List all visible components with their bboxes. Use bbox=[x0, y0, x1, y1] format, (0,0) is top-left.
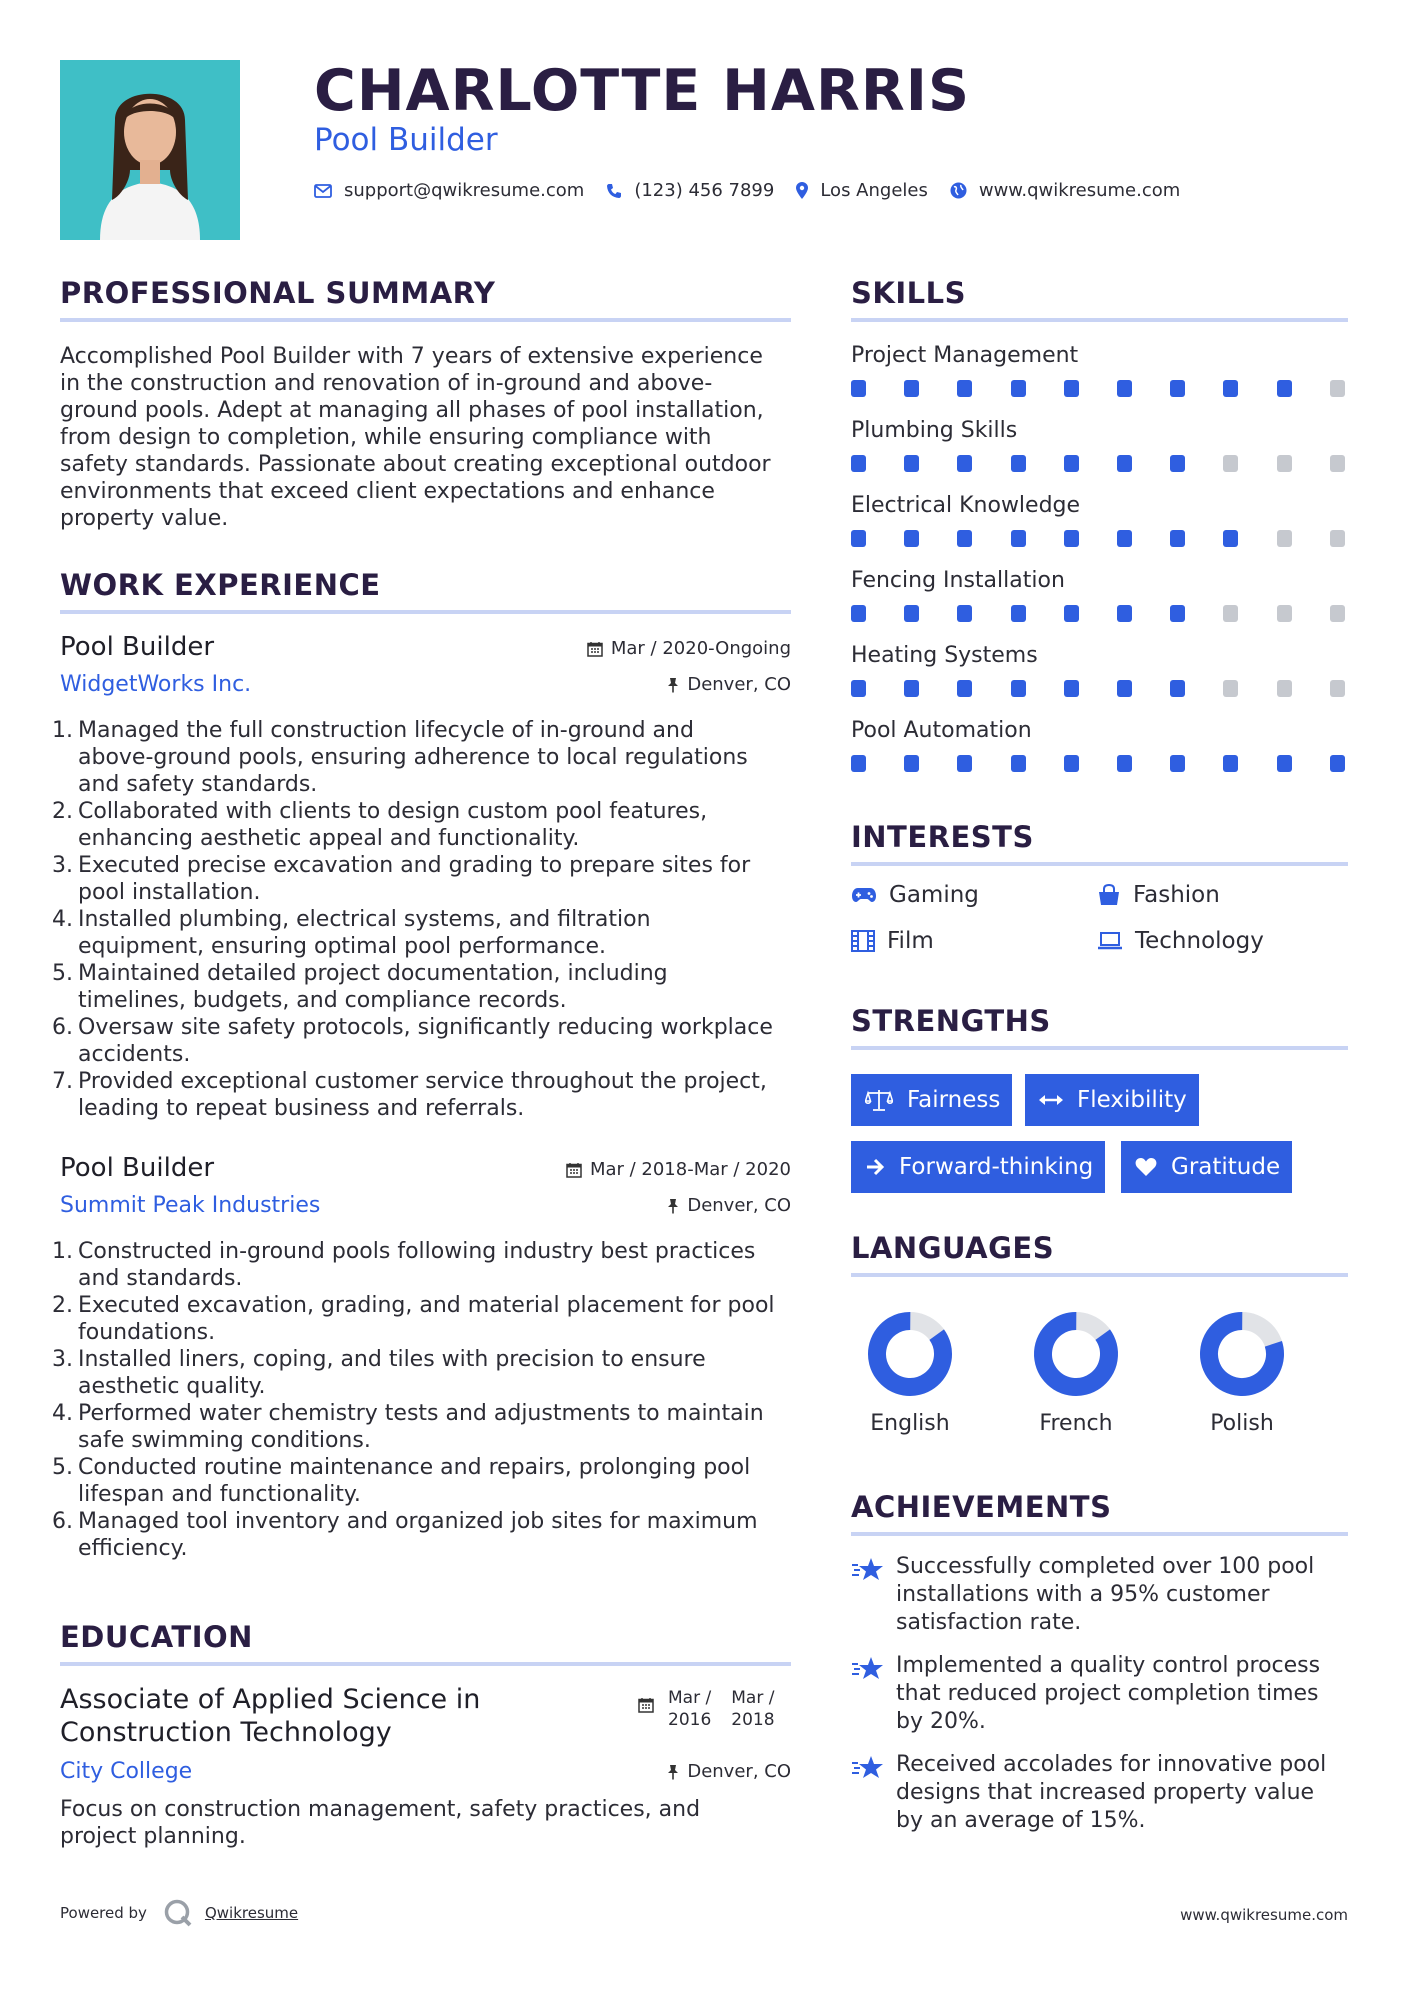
powered-by-label: Powered by bbox=[60, 1904, 147, 1922]
achievement-line: designs that increased property value bbox=[896, 1780, 1315, 1805]
duty-item bbox=[52, 1238, 791, 1292]
skill-dot-filled bbox=[1011, 605, 1026, 622]
duty-item bbox=[52, 1454, 791, 1508]
calendar-icon bbox=[566, 1162, 582, 1178]
duty-item bbox=[52, 1068, 791, 1122]
contact-phone[interactable]: (123) 456 7899 bbox=[634, 180, 775, 201]
donut-fill bbox=[1031, 1309, 1121, 1399]
job-location-text: Denver, CO bbox=[687, 1195, 791, 1216]
strength-badge bbox=[1121, 1141, 1292, 1193]
skill-dot-filled bbox=[1170, 530, 1185, 547]
calendar-icon bbox=[638, 1697, 654, 1713]
pushpin-icon bbox=[667, 1198, 679, 1214]
duty-number: 5. bbox=[52, 961, 73, 986]
achievement-line: that reduced project completion times bbox=[896, 1681, 1319, 1706]
person-portrait-icon bbox=[60, 60, 240, 240]
donut-fill bbox=[865, 1309, 955, 1399]
skill-dot-empty bbox=[1223, 605, 1238, 622]
achievement-line: by an average of 15%. bbox=[896, 1808, 1146, 1833]
summary-rule bbox=[60, 318, 791, 322]
education-heading: EDUCATION bbox=[60, 1620, 253, 1654]
job-entry bbox=[52, 1153, 791, 1562]
strength-badge bbox=[1025, 1074, 1199, 1126]
skill-dot-empty bbox=[1330, 455, 1345, 472]
strength-label: Forward-thinking bbox=[899, 1154, 1094, 1180]
summary-line: from design to completion, while ensuring compliance with bbox=[60, 425, 712, 450]
skill-dot-filled bbox=[1170, 455, 1185, 472]
skill-dot-filled bbox=[904, 605, 919, 622]
summary-line: in the construction and renovation of in-ground and above- bbox=[60, 371, 713, 396]
job-date bbox=[566, 1159, 791, 1180]
achievement-item bbox=[851, 1751, 1351, 1835]
start-month: Mar / bbox=[668, 1688, 712, 1708]
interest-item bbox=[1097, 882, 1220, 908]
skill-dot-filled bbox=[1117, 605, 1132, 622]
film-icon bbox=[851, 930, 875, 952]
duty-line: Executed precise excavation and grading to prepare sites for bbox=[78, 853, 751, 878]
duty-number: 1. bbox=[52, 718, 73, 743]
skill-dot-filled bbox=[957, 380, 972, 397]
duty-line: Installed liners, coping, and tiles with precision to ensure bbox=[78, 1347, 706, 1372]
duty-line: Executed excavation, grading, and material placement for pool bbox=[78, 1293, 775, 1318]
skill-dot-filled bbox=[851, 455, 866, 472]
balance-scale-icon bbox=[865, 1088, 893, 1112]
job-entry bbox=[52, 632, 791, 1122]
skill-dot-filled bbox=[1223, 380, 1238, 397]
heart-icon bbox=[1135, 1157, 1157, 1177]
languages-rule bbox=[851, 1273, 1348, 1277]
skill-item bbox=[851, 718, 1348, 773]
skill-dot-filled bbox=[904, 380, 919, 397]
duty-item bbox=[52, 1400, 791, 1454]
skill-dot-filled bbox=[1223, 755, 1238, 772]
summary-line: safety standards. Passionate about creating exceptional outdoor bbox=[60, 452, 771, 477]
skill-item bbox=[851, 568, 1348, 623]
footer-website[interactable]: www.qwikresume.com bbox=[1180, 1906, 1348, 1924]
shopping-bag-icon bbox=[1097, 884, 1121, 906]
skill-dot-filled bbox=[1064, 530, 1079, 547]
language-name: Polish bbox=[1210, 1411, 1274, 1436]
skill-dot-filled bbox=[1170, 605, 1185, 622]
strengths-rule bbox=[851, 1046, 1348, 1050]
map-pin-icon bbox=[796, 182, 808, 199]
skill-dot-filled bbox=[904, 455, 919, 472]
languages-heading: LANGUAGES bbox=[851, 1231, 1055, 1265]
skill-dot-filled bbox=[1064, 380, 1079, 397]
duty-item bbox=[52, 1014, 791, 1068]
duty-number: 4. bbox=[52, 907, 73, 932]
skill-rating bbox=[851, 455, 1348, 473]
language-item bbox=[855, 1309, 965, 1436]
interest-item bbox=[1097, 928, 1264, 954]
language-donut bbox=[865, 1309, 955, 1399]
education-location-text: Denver, CO bbox=[687, 1761, 791, 1782]
job-location bbox=[667, 674, 791, 695]
duty-item bbox=[52, 906, 791, 960]
degree-line: Associate of Applied Science in bbox=[60, 1684, 481, 1715]
skill-dot-empty bbox=[1223, 455, 1238, 472]
strength-badge bbox=[851, 1141, 1105, 1193]
skill-dot-filled bbox=[1117, 755, 1132, 772]
skill-dot-filled bbox=[1170, 380, 1185, 397]
duty-line: safe swimming conditions. bbox=[78, 1428, 371, 1453]
achievement-line: by 20%. bbox=[896, 1709, 986, 1734]
achievements-heading: ACHIEVEMENTS bbox=[851, 1490, 1112, 1524]
achievement-line: installations with a 95% customer bbox=[896, 1582, 1270, 1607]
skill-name: Fencing Installation bbox=[851, 568, 1065, 593]
skill-dot-empty bbox=[1277, 455, 1292, 472]
skill-dot-filled bbox=[1117, 530, 1132, 547]
envelope-icon bbox=[314, 184, 332, 198]
summary-line: property value. bbox=[60, 506, 229, 531]
interest-item bbox=[851, 882, 979, 908]
skill-name: Plumbing Skills bbox=[851, 418, 1018, 443]
skill-dot-filled bbox=[1223, 530, 1238, 547]
duty-line: above-ground pools, ensuring adherence to local regulations bbox=[78, 745, 748, 770]
job-duties bbox=[52, 717, 791, 1122]
duty-number: 3. bbox=[52, 1347, 73, 1372]
language-donut bbox=[1031, 1309, 1121, 1399]
duty-line: Managed the full construction lifecycle of in-ground and bbox=[78, 718, 694, 743]
skill-dot-filled bbox=[1011, 530, 1026, 547]
skill-dot-filled bbox=[957, 755, 972, 772]
phone-icon bbox=[606, 183, 622, 199]
duty-item bbox=[52, 717, 791, 798]
language-name: English bbox=[870, 1411, 950, 1436]
skill-dot-filled bbox=[957, 530, 972, 547]
skill-dot-empty bbox=[1277, 530, 1292, 547]
duty-line: Maintained detailed project documentation, including bbox=[78, 961, 668, 986]
education-desc-line: project planning. bbox=[60, 1824, 246, 1849]
experience-heading: WORK EXPERIENCE bbox=[60, 568, 381, 602]
skill-dot-filled bbox=[851, 380, 866, 397]
skill-dot-filled bbox=[851, 755, 866, 772]
skill-name: Project Management bbox=[851, 343, 1079, 368]
duty-line: accidents. bbox=[78, 1042, 191, 1067]
job-title: Pool Builder bbox=[60, 1153, 215, 1183]
laptop-icon bbox=[1097, 931, 1123, 951]
education-description bbox=[60, 1796, 780, 1850]
skill-item bbox=[851, 493, 1348, 548]
language-item bbox=[1187, 1309, 1297, 1436]
skill-dot-filled bbox=[1277, 755, 1292, 772]
duty-number: 1. bbox=[52, 1239, 73, 1264]
skill-dot-filled bbox=[851, 605, 866, 622]
contact-bar bbox=[314, 180, 1202, 201]
star-icon bbox=[851, 1656, 885, 1686]
duty-line: Installed plumbing, electrical systems, and filtration bbox=[78, 907, 651, 932]
job-location-text: Denver, CO bbox=[687, 674, 791, 695]
skill-dot-filled bbox=[1117, 455, 1132, 472]
skill-dot-empty bbox=[1330, 530, 1345, 547]
achievement-item bbox=[851, 1553, 1351, 1637]
duty-item bbox=[52, 852, 791, 906]
achievement-line: satisfaction rate. bbox=[896, 1610, 1082, 1635]
skill-dot-filled bbox=[1064, 755, 1079, 772]
duty-line: Constructed in-ground pools following industry best practices bbox=[78, 1239, 756, 1264]
duty-line: Provided exceptional customer service throughout the project, bbox=[78, 1069, 767, 1094]
candidate-name: CHARLOTTE HARRIS bbox=[314, 58, 970, 124]
duty-item bbox=[52, 1346, 791, 1400]
duty-number: 6. bbox=[52, 1509, 73, 1534]
end-month: Mar / bbox=[731, 1688, 775, 1708]
education-desc-line: Focus on construction management, safety practices, and bbox=[60, 1797, 701, 1822]
skill-dot-filled bbox=[1117, 380, 1132, 397]
skill-rating bbox=[851, 755, 1348, 773]
arrows-horizontal-icon bbox=[1039, 1093, 1063, 1107]
gamepad-icon bbox=[851, 886, 877, 904]
star-icon bbox=[851, 1557, 885, 1587]
duty-number: 6. bbox=[52, 1015, 73, 1040]
skill-dot-filled bbox=[1011, 755, 1026, 772]
candidate-title: Pool Builder bbox=[314, 122, 498, 158]
duty-number: 3. bbox=[52, 853, 73, 878]
summary-line: Accomplished Pool Builder with 7 years of extensive experience bbox=[60, 344, 763, 369]
interest-label: Gaming bbox=[889, 882, 979, 908]
interests-heading: INTERESTS bbox=[851, 820, 1034, 854]
skill-item bbox=[851, 343, 1348, 398]
duty-number: 5. bbox=[52, 1455, 73, 1480]
achievement-text bbox=[896, 1553, 1351, 1637]
skill-dot-empty bbox=[1330, 380, 1345, 397]
duty-line: efficiency. bbox=[78, 1536, 188, 1561]
duty-item bbox=[52, 798, 791, 852]
summary-line: environments that exceed client expectations and enhance bbox=[60, 479, 715, 504]
duty-line: Oversaw site safety protocols, significantly reducing workplace bbox=[78, 1015, 773, 1040]
skill-dot-filled bbox=[851, 530, 866, 547]
duty-line: leading to repeat business and referrals. bbox=[78, 1096, 525, 1121]
achievement-line: Successfully completed over 100 pool bbox=[896, 1554, 1315, 1579]
skill-rating bbox=[851, 605, 1348, 623]
summary-line: ground pools. Adept at managing all phases of pool installation, bbox=[60, 398, 764, 423]
skills-rule bbox=[851, 318, 1348, 322]
skill-rating bbox=[851, 680, 1348, 698]
skill-dot-empty bbox=[1223, 680, 1238, 697]
contact-email[interactable]: support@qwikresume.com bbox=[344, 180, 585, 201]
skill-dot-filled bbox=[1011, 455, 1026, 472]
duty-line: pool installation. bbox=[78, 880, 261, 905]
end-year: 2018 bbox=[731, 1710, 775, 1730]
language-donut bbox=[1197, 1309, 1287, 1399]
start-year: 2016 bbox=[668, 1710, 712, 1730]
skill-dot-filled bbox=[904, 530, 919, 547]
achievement-line: Received accolades for innovative pool bbox=[896, 1752, 1327, 1777]
contact-website[interactable]: www.qwikresume.com bbox=[978, 180, 1181, 201]
qwikresume-logo-icon bbox=[163, 1898, 193, 1928]
skill-dot-empty bbox=[1277, 680, 1292, 697]
duty-line: equipment, ensuring optimal pool performance. bbox=[78, 934, 607, 959]
skill-dot-filled bbox=[957, 680, 972, 697]
duty-line: and safety standards. bbox=[78, 772, 318, 797]
pushpin-icon bbox=[667, 1764, 679, 1780]
pushpin-icon bbox=[667, 677, 679, 693]
skill-dot-empty bbox=[1330, 605, 1345, 622]
footer-branding bbox=[60, 1898, 298, 1928]
achievement-item bbox=[851, 1652, 1351, 1736]
skill-dot-filled bbox=[1011, 680, 1026, 697]
skill-dot-empty bbox=[1277, 605, 1292, 622]
achievement-text bbox=[896, 1652, 1351, 1736]
skill-dot-filled bbox=[904, 680, 919, 697]
achievement-text bbox=[896, 1751, 1351, 1835]
skill-dot-filled bbox=[1277, 380, 1292, 397]
skills-heading: SKILLS bbox=[851, 276, 966, 310]
skill-dot-filled bbox=[851, 680, 866, 697]
star-icon bbox=[851, 1755, 885, 1785]
duty-line: and standards. bbox=[78, 1266, 243, 1291]
skill-item bbox=[851, 418, 1348, 473]
skill-dot-filled bbox=[1330, 755, 1345, 772]
strength-label: Fairness bbox=[907, 1087, 1001, 1113]
duty-line: foundations. bbox=[78, 1320, 216, 1345]
strength-label: Gratitude bbox=[1171, 1154, 1281, 1180]
interest-label: Film bbox=[887, 928, 934, 954]
summary-text bbox=[60, 343, 800, 532]
strength-badge bbox=[851, 1074, 1012, 1126]
skill-dot-empty bbox=[1330, 680, 1345, 697]
profile-photo bbox=[60, 60, 240, 240]
duty-number: 2. bbox=[52, 1293, 73, 1318]
duty-line: aesthetic quality. bbox=[78, 1374, 266, 1399]
skill-name: Pool Automation bbox=[851, 718, 1032, 743]
achievements-rule bbox=[851, 1532, 1348, 1536]
education-date bbox=[638, 1687, 789, 1731]
job-title: Pool Builder bbox=[60, 632, 215, 662]
interest-label: Fashion bbox=[1133, 882, 1220, 908]
skill-name: Heating Systems bbox=[851, 643, 1038, 668]
education-degree bbox=[60, 1683, 520, 1749]
experience-rule bbox=[60, 610, 791, 614]
duty-item bbox=[52, 960, 791, 1014]
job-date-text: Mar / 2020-Ongoing bbox=[610, 638, 791, 659]
duty-line: timelines, budgets, and compliance records. bbox=[78, 988, 567, 1013]
skill-rating bbox=[851, 530, 1348, 548]
education-entry bbox=[60, 1683, 791, 1850]
duty-number: 7. bbox=[52, 1069, 73, 1094]
job-date bbox=[587, 638, 791, 659]
duty-line: Managed tool inventory and organized job sites for maximum bbox=[78, 1509, 758, 1534]
job-duties bbox=[52, 1238, 791, 1562]
education-rule bbox=[60, 1662, 791, 1666]
contact-location: Los Angeles bbox=[820, 180, 928, 201]
qwikresume-link[interactable]: Qwikresume bbox=[204, 1904, 299, 1922]
job-location bbox=[667, 1195, 791, 1216]
skill-dot-filled bbox=[957, 455, 972, 472]
job-company: Summit Peak Industries bbox=[60, 1193, 321, 1218]
language-item bbox=[1021, 1309, 1131, 1436]
strength-label: Flexibility bbox=[1077, 1087, 1187, 1113]
education-end bbox=[731, 1687, 774, 1731]
duty-line: Collaborated with clients to design custom pool features, bbox=[78, 799, 708, 824]
interest-label: Technology bbox=[1135, 928, 1264, 954]
calendar-icon bbox=[587, 641, 603, 657]
interest-item bbox=[851, 928, 934, 954]
skill-dot-filled bbox=[1170, 755, 1185, 772]
degree-line: Construction Technology bbox=[60, 1717, 392, 1748]
skill-item bbox=[851, 643, 1348, 698]
duty-line: lifespan and functionality. bbox=[78, 1482, 361, 1507]
skill-dot-filled bbox=[904, 755, 919, 772]
skill-dot-filled bbox=[1170, 680, 1185, 697]
duty-item bbox=[52, 1292, 791, 1346]
skill-dot-filled bbox=[957, 605, 972, 622]
duty-line: Conducted routine maintenance and repairs, prolonging pool bbox=[78, 1455, 751, 1480]
job-date-text: Mar / 2018-Mar / 2020 bbox=[589, 1159, 791, 1180]
education-school: City College bbox=[60, 1759, 193, 1784]
language-name: French bbox=[1039, 1411, 1113, 1436]
duty-number: 4. bbox=[52, 1401, 73, 1426]
duty-line: enhancing aesthetic appeal and functionality. bbox=[78, 826, 580, 851]
achievement-line: Implemented a quality control process bbox=[896, 1653, 1321, 1678]
skill-dot-filled bbox=[1064, 605, 1079, 622]
globe-icon bbox=[950, 182, 967, 199]
education-location bbox=[667, 1761, 791, 1782]
summary-heading: PROFESSIONAL SUMMARY bbox=[60, 276, 496, 310]
skill-dot-filled bbox=[1064, 455, 1079, 472]
skill-dot-filled bbox=[1064, 680, 1079, 697]
education-start bbox=[668, 1687, 711, 1731]
job-company: WidgetWorks Inc. bbox=[60, 672, 252, 697]
duty-number: 2. bbox=[52, 799, 73, 824]
arrow-right-icon bbox=[865, 1157, 885, 1177]
duty-line: Performed water chemistry tests and adjustments to maintain bbox=[78, 1401, 764, 1426]
skill-dot-filled bbox=[1011, 380, 1026, 397]
skill-dot-filled bbox=[1117, 680, 1132, 697]
duty-item bbox=[52, 1508, 791, 1562]
skill-rating bbox=[851, 380, 1348, 398]
interests-rule bbox=[851, 862, 1348, 866]
skill-name: Electrical Knowledge bbox=[851, 493, 1081, 518]
strengths-heading: STRENGTHS bbox=[851, 1004, 1051, 1038]
